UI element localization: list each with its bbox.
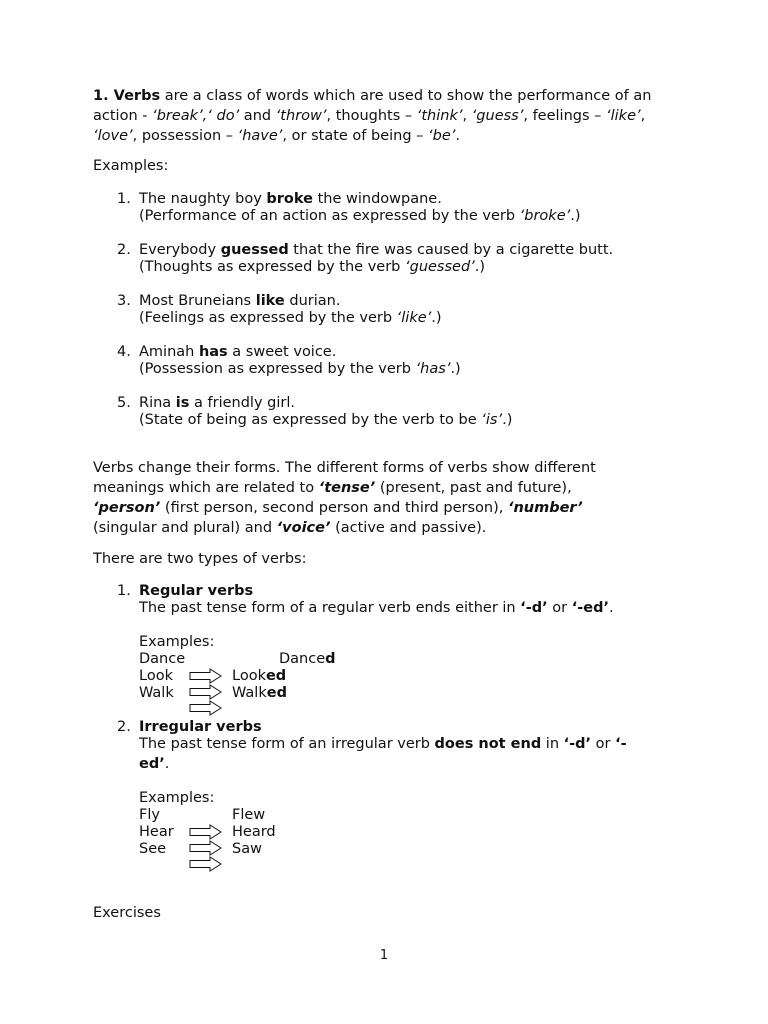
paragraph-text: (singular and plural) and	[93, 520, 277, 536]
past-verb: Saw	[232, 841, 262, 857]
description-text: or	[547, 600, 572, 616]
past-verb	[232, 683, 287, 703]
example-word: ‘think’	[416, 108, 463, 124]
example-word: ‘throw’	[275, 108, 327, 124]
sentence-text: a sweet voice.	[227, 344, 337, 360]
note-text: .)	[450, 361, 461, 377]
sentence-text: The naughty boy	[139, 191, 267, 207]
example-number: 4.	[117, 344, 131, 360]
base-verb: Look	[139, 668, 173, 684]
example-number: 3.	[117, 293, 131, 309]
note-text: (Feelings as expressed by the verb	[139, 310, 397, 326]
right-arrow-icon	[189, 668, 223, 684]
verbs-term: Verbs	[113, 88, 161, 104]
example-number: 1.	[117, 191, 131, 207]
past-verb: Flew	[232, 807, 266, 823]
verb-stem: Look	[232, 668, 266, 684]
description-text: .	[608, 600, 614, 616]
note-verb: ‘is’	[481, 412, 503, 428]
description-text: or	[591, 736, 616, 752]
sentence-text: that the fire was caused by a cigarette butt.	[288, 242, 614, 258]
list-number: 2.	[117, 719, 131, 735]
intro-text: , thoughts –	[326, 108, 417, 124]
suffix: ‘-ed’	[571, 600, 609, 616]
verb-stem: Walk	[232, 685, 267, 701]
note-text: (Performance of an action as expressed by the verb	[139, 208, 520, 224]
verb-highlight: is	[175, 395, 190, 411]
sentence-text: a friendly girl.	[189, 395, 295, 411]
suffix: ed’	[139, 756, 165, 772]
note-text: (State of being as expressed by the verb to be	[139, 412, 482, 428]
right-arrow-icon	[189, 824, 223, 840]
suffix: ‘-	[615, 736, 627, 752]
example-word: ‘love’	[93, 128, 133, 144]
sentence-text: Rina	[139, 395, 176, 411]
description-text: The past tense form of an irregular verb	[139, 736, 435, 752]
example-word: ‘ do’	[207, 108, 240, 124]
note-text: (Thoughts as expressed by the verb	[139, 259, 405, 275]
past-verb	[279, 649, 336, 669]
example-note	[139, 308, 442, 328]
example-word: ‘like’	[606, 108, 641, 124]
intro-text: ,	[640, 108, 646, 124]
intro-text: ,	[462, 108, 472, 124]
right-arrow-icon	[189, 856, 223, 872]
verb-highlight: broke	[266, 191, 313, 207]
verb-stem: Dance	[279, 651, 326, 667]
paragraph-text: Verbs change their forms. The different forms of verbs show different meanings which are related to	[93, 460, 596, 496]
key-term: ‘voice’	[276, 520, 331, 536]
base-verb: Walk	[139, 685, 174, 701]
sentence-text: the windowpane.	[312, 191, 442, 207]
verb-suffix: ed	[265, 668, 287, 684]
base-verb: Hear	[139, 824, 174, 840]
examples-heading: Examples:	[93, 158, 169, 174]
base-verb: See	[139, 841, 167, 857]
example-note	[139, 257, 485, 277]
verb-suffix: d	[325, 651, 336, 667]
right-arrow-icon	[189, 840, 223, 856]
verb-highlight: like	[255, 293, 285, 309]
intro-text: , or state of being –	[282, 128, 429, 144]
description-text: in	[541, 736, 564, 752]
section-number: 1.	[93, 88, 114, 104]
example-word: ‘be’	[428, 128, 456, 144]
intro-text: , feelings –	[523, 108, 606, 124]
key-term: ‘tense’	[318, 480, 376, 496]
past-verb: Heard	[232, 824, 276, 840]
intro-text: are a class of words which are used to show the performance of an action -	[93, 88, 652, 124]
regular-examples-label: Examples:	[139, 634, 215, 650]
intro-paragraph	[93, 86, 693, 146]
types-intro: There are two types of verbs:	[93, 551, 307, 567]
example-word: ‘have’	[237, 128, 283, 144]
example-number: 2.	[117, 242, 131, 258]
irregular-examples-label: Examples:	[139, 790, 215, 806]
sentence-text: Aminah	[139, 344, 199, 360]
key-term: ‘person’	[93, 500, 161, 516]
exercises-heading: Exercises	[93, 905, 161, 921]
suffix: ‘-d’	[563, 736, 592, 752]
note-verb: ‘has’	[415, 361, 451, 377]
key-term: ‘number’	[507, 500, 583, 516]
irregular-verbs-description-cont	[139, 754, 169, 774]
sentence-text: Everybody	[139, 242, 221, 258]
example-word: ‘guess’	[471, 108, 524, 124]
note-verb: ‘like’	[396, 310, 432, 326]
irregular-verbs-title: Irregular verbs	[139, 719, 262, 735]
base-verb: Fly	[139, 807, 160, 823]
right-arrow-icon	[189, 700, 223, 716]
example-note	[139, 410, 512, 430]
page-number: 1	[379, 948, 389, 963]
irregular-verbs-description	[139, 734, 627, 754]
sentence-text: durian.	[284, 293, 341, 309]
intro-text: .	[455, 128, 460, 144]
sentence-text: Most Bruneians	[139, 293, 256, 309]
note-verb: ‘broke’	[519, 208, 571, 224]
verb-suffix: ed	[266, 685, 287, 701]
list-number: 1.	[117, 583, 131, 599]
example-number: 5.	[117, 395, 131, 411]
regular-verbs-title: Regular verbs	[139, 583, 254, 599]
description-text: .	[164, 756, 170, 772]
note-text: .)	[502, 412, 513, 428]
example-note	[139, 206, 581, 226]
regular-verbs-description	[139, 598, 614, 618]
base-verb: Dance	[139, 651, 186, 667]
paragraph-text: (first person, second person and third person),	[160, 500, 508, 516]
paragraph-text: (active and passive).	[330, 520, 487, 536]
verb-forms-paragraph	[93, 458, 638, 538]
verb-highlight: guessed	[220, 242, 289, 258]
note-text: .)	[431, 310, 442, 326]
note-text: .)	[474, 259, 486, 275]
example-word: ‘break’,	[152, 108, 208, 124]
right-arrow-icon	[189, 684, 223, 700]
note-text: (Possession as expressed by the verb	[139, 361, 416, 377]
verb-highlight: has	[198, 344, 228, 360]
note-text: .)	[570, 208, 581, 224]
emphasis: does not end	[434, 736, 542, 752]
example-note	[139, 359, 461, 379]
suffix: ‘-d’	[520, 600, 548, 616]
intro-text: and	[239, 108, 276, 124]
note-verb: ‘guessed’	[405, 259, 475, 275]
paragraph-text: (present, past and future),	[375, 480, 572, 496]
intro-text: , possession –	[132, 128, 238, 144]
description-text: The past tense form of a regular verb ends either in	[139, 600, 521, 616]
